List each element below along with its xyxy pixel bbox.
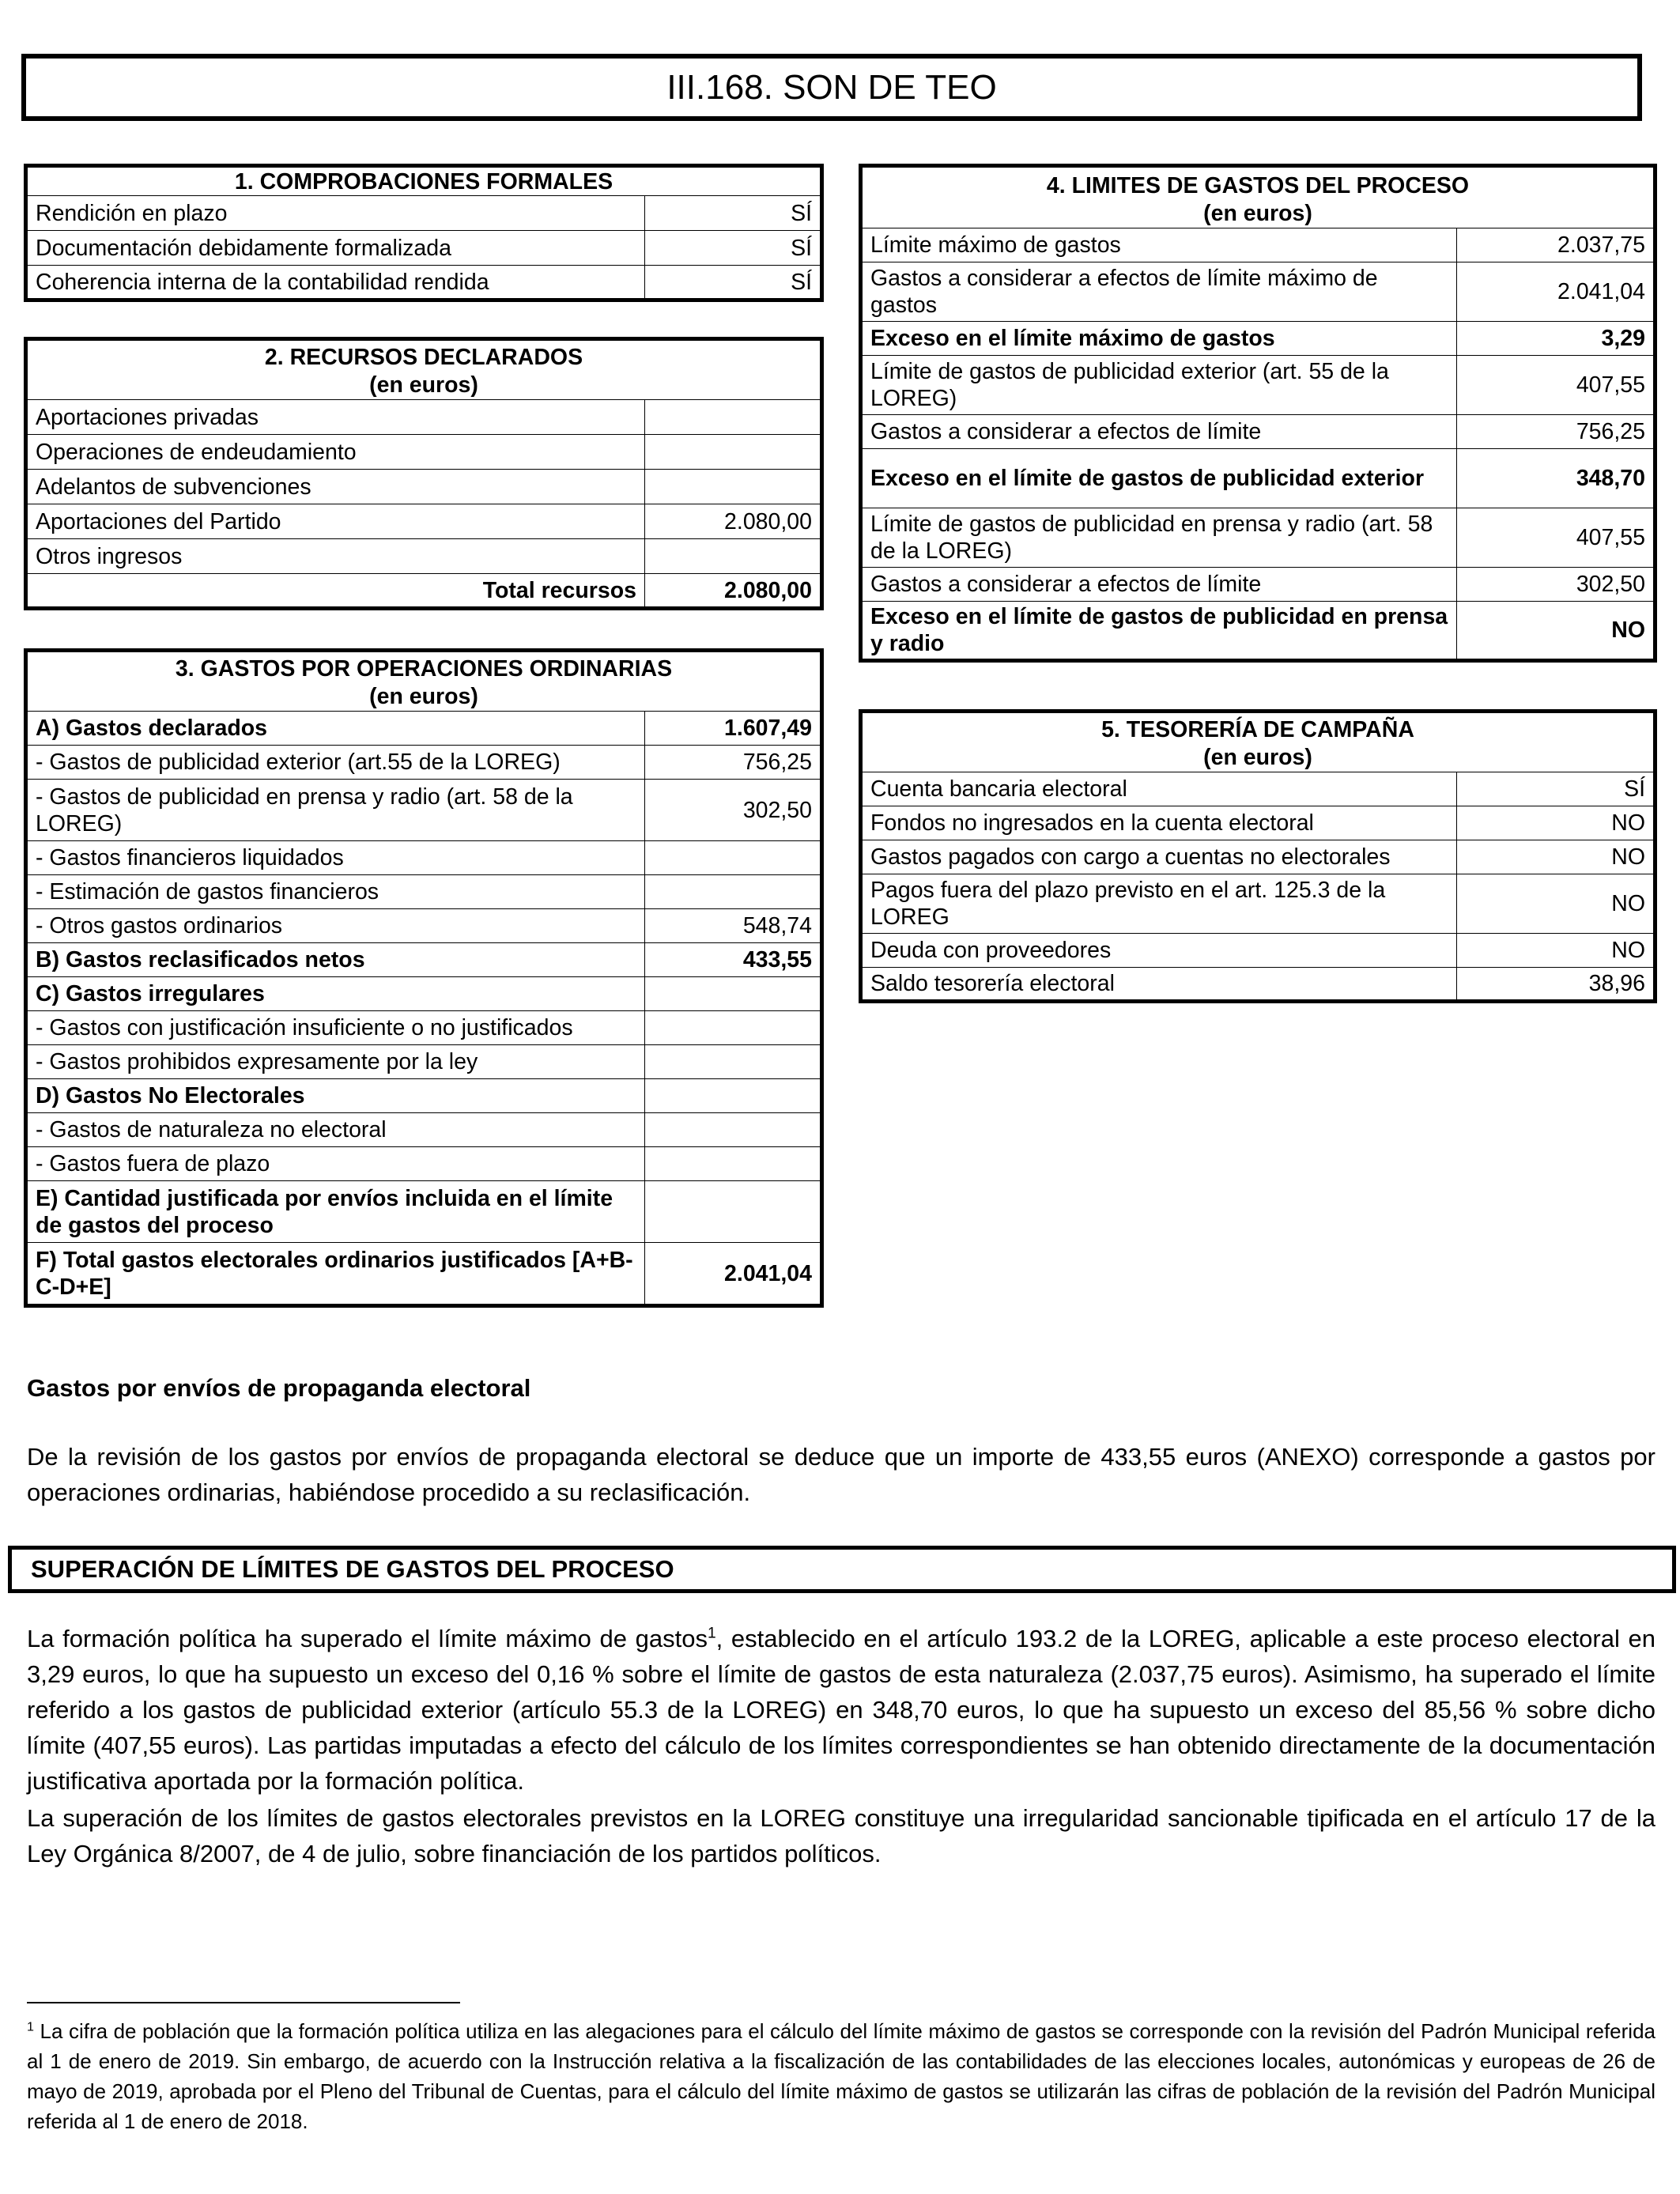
table-row: Gastos a considerar a efectos de límite 756,25	[861, 415, 1655, 449]
table-tesoreria-campana	[859, 709, 1657, 1003]
table-limites-gastos	[859, 164, 1657, 663]
table-recursos-declarados	[24, 337, 824, 610]
table-row: - Otros gastos ordinarios 548,74	[26, 909, 822, 943]
table-total-row: Total recursos 2.080,00	[26, 574, 822, 609]
table-title: 2. RECURSOS DECLARADOS	[264, 345, 583, 370]
table-row: Aportaciones del Partido 2.080,00	[26, 504, 822, 539]
table-subtitle: (en euros)	[369, 372, 478, 398]
table-row: Gastos pagados con cargo a cuentas no electorales NO	[861, 840, 1655, 874]
table-row: Exceso en el límite máximo de gastos 3,29	[861, 322, 1655, 356]
table-row: Otros ingresos	[26, 539, 822, 574]
table-row: Adelantos de subvenciones	[26, 470, 822, 504]
table-title: 4. LIMITES DE GASTOS DEL PROCESO	[1046, 173, 1470, 198]
table-row: Coherencia interna de la contabilidad rendida SÍ	[26, 266, 822, 300]
table-title: 3. GASTOS POR OPERACIONES ORDINARIAS	[175, 656, 673, 682]
table-row: Límite de gastos de publicidad en prensa y radio (art. 58 de la LOREG) 407,55	[861, 508, 1655, 568]
table-row: - Estimación de gastos financieros	[26, 875, 822, 909]
table-row: B) Gastos reclasificados netos 433,55	[26, 943, 822, 977]
table-row: F) Total gastos electorales ordinarios justificados [A+B-C-D+E] 2.041,04	[26, 1243, 822, 1306]
table-row: Deuda con proveedores NO	[861, 934, 1655, 968]
table-row: - Gastos de publicidad en prensa y radio (art. 58 de la LOREG) 302,50	[26, 780, 822, 841]
section-heading-envios: Gastos por envíos de propaganda electoral	[27, 1374, 531, 1402]
page-title: III.168. SON DE TEO	[21, 54, 1642, 121]
table-row: Documentación debidamente formalizada SÍ	[26, 231, 822, 266]
table-row: - Gastos de naturaleza no electoral	[26, 1113, 822, 1147]
paragraph-superacion-2: La superación de los límites de gastos electorales previstos en la LOREG constituye una irregularidad sancionable tipificada en el artículo 17 de la Ley Orgánica 8/2007, de 4 de julio, sobre financiación de los partidos políticos.	[27, 1804, 1655, 1867]
paragraph-envios: De la revisión de los gastos por envíos de propaganda electoral se deduce que un importe de 433,55 euros (ANEXO) corresponde a gastos por operaciones ordinarias, habiéndose procedido a su reclasificación.	[27, 1443, 1655, 1506]
table-row: D) Gastos No Electorales	[26, 1079, 822, 1113]
table-row: Gastos a considerar a efectos de límite 302,50	[861, 568, 1655, 602]
footnote-ref: 1	[707, 1625, 716, 1642]
table-title: 1. COMPROBACIONES FORMALES	[26, 166, 822, 196]
table-row: - Gastos con justificación insuficiente o no justificados	[26, 1011, 822, 1045]
table-subtitle: (en euros)	[1203, 745, 1312, 770]
section-heading-superacion: SUPERACIÓN DE LÍMITES DE GASTOS DEL PROCESO	[8, 1546, 1676, 1593]
table-subtitle: (en euros)	[369, 684, 478, 709]
table-subtitle: (en euros)	[1203, 201, 1312, 226]
table-row: - Gastos fuera de plazo	[26, 1147, 822, 1181]
table-row: Cuenta bancaria electoral SÍ	[861, 772, 1655, 806]
footnote: $^1$ La cifra de población que la formación política utiliza en las alegaciones para el cálculo del límite máximo de gastos se corresponde con la revisión del Padrón Municipal referida al 1 de enero de 2019. Sin embargo, de acuerdo con la Instrucción relativa a la fiscalización de las contabilidades de las elecciones locales, autonómicas y europeas de 26 de mayo de 2019, aprobada por el Pleno del Tribunal de Cuentas, para el cálculo del límite máximo de gastos se utilizarán las cifras de población de la revisión del Padrón Municipal referida al 1 de enero de 2018.	[27, 2019, 1655, 2133]
table-row: - Gastos de publicidad exterior (art.55 de la LOREG) 756,25	[26, 746, 822, 780]
table-row: Exceso en el límite de gastos de publicidad en prensa y radio NO	[861, 602, 1655, 661]
table-comprobaciones-formales	[24, 164, 824, 302]
table-row: Rendición en plazo SÍ	[26, 196, 822, 231]
table-row: Pagos fuera del plazo previsto en el art. 125.3 de la LOREG NO	[861, 874, 1655, 934]
table-row: Exceso en el límite de gastos de publicidad exterior 348,70	[861, 449, 1655, 508]
footnote-mark: 1	[27, 2019, 34, 2034]
table-row: - Gastos financieros liquidados	[26, 841, 822, 875]
table-row: Fondos no ingresados en la cuenta electoral NO	[861, 806, 1655, 840]
table-row: Límite de gastos de publicidad exterior (art. 55 de la LOREG) 407,55	[861, 356, 1655, 415]
table-row: Aportaciones privadas	[26, 400, 822, 435]
table-row: Gastos a considerar a efectos de límite máximo de gastos 2.041,04	[861, 262, 1655, 322]
table-row: A) Gastos declarados 1.607,49	[26, 712, 822, 746]
footnote-separator	[27, 2002, 460, 2003]
table-row: C) Gastos irregulares	[26, 977, 822, 1011]
table-row: E) Cantidad justificada por envíos incluida en el límite de gastos del proceso	[26, 1181, 822, 1243]
table-row: Límite máximo de gastos 2.037,75	[861, 228, 1655, 262]
table-gastos-operaciones-ordinarias	[24, 648, 824, 1308]
table-row: Saldo tesorería electoral 38,96	[861, 968, 1655, 1002]
table-title: 5. TESORERÍA DE CAMPAÑA	[1101, 717, 1414, 742]
paragraph-superacion-1: La formación política ha superado el límite máximo de gastos$^1$, establecido en el artículo 193.2 de la LOREG, aplicable a este proceso electoral en 3,29 euros, lo que ha supuesto un exceso del 0,16 % sobre el límite de gastos de esta naturaleza (2.037,75 euros). Asimismo, ha superado el límite referido a los gastos de publicidad exterior (artículo 55.3 de la LOREG) en 348,70 euros, lo que ha supuesto un exceso del 85,56 % sobre dicho límite (407,55 euros). Las partidas imputadas a efecto del cálculo de los límites correspondientes se han obtenido directamente de la documentación justificativa aportada por la formación política.	[27, 1625, 1655, 1795]
table-row: Operaciones de endeudamiento	[26, 435, 822, 470]
table-row: - Gastos prohibidos expresamente por la ley	[26, 1045, 822, 1079]
